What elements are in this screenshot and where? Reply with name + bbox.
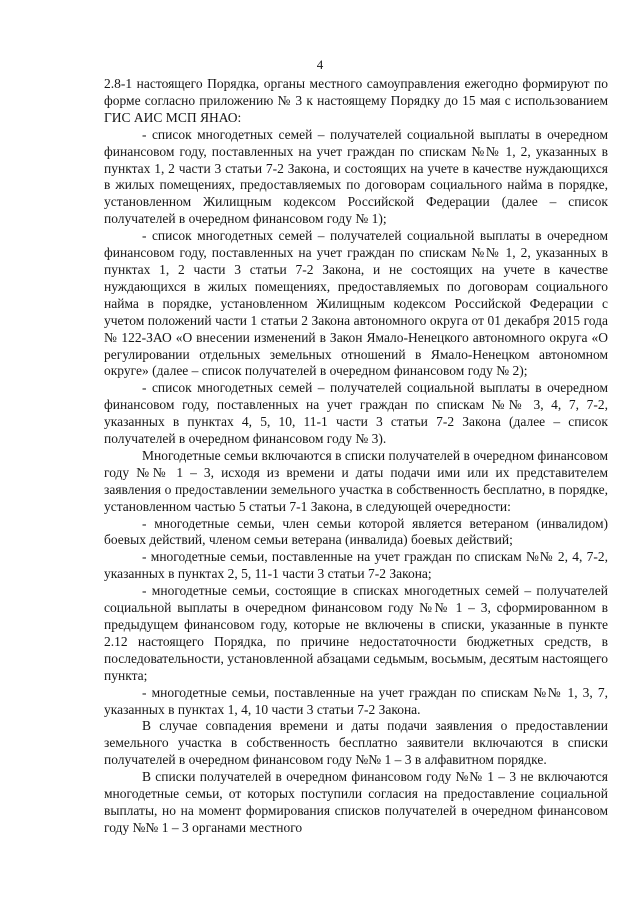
paragraph-alphabetical: В случае совпадения времени и даты подачи заявления о предоставлении земельного участка в собственность бесплатно заявители включаются в списки получателей в очередном финансовом году №№ 1 – 3 в алфавитном порядке.: [104, 718, 608, 768]
paragraph-list-item-1: - список многодетных семей – получателей социальной выплаты в очередном финансовом году, поставленных на учет граждан по спискам №№ 1, 2, указанных в пунктах 1, 2 части 3 статьи 7-2 Закона, и состоящих на учете в качестве нуждающихся в жилых помещениях, предоставляемых по договорам социального найма в порядке, установленном Жилищным кодексом Российской Федерации (далее – список получателей в очередном финансовом году № 1);: [104, 126, 608, 227]
paragraph-exclusion: В списки получателей в очередном финансовом году №№ 1 – 3 не включаются многодетные семьи, от которых поступили согласия на предоставление социальной выплаты, но на момент формирования списков получателей в очередном финансовом году №№ 1 – 3 органами местного: [104, 769, 608, 835]
paragraph-priority-4: - многодетные семьи, поставленные на учет граждан по спискам №№ 1, 3, 7, указанных в пунктах 1, 4, 10 части 3 статьи 7-2 Закона.: [104, 684, 608, 717]
paragraph-priority-3: - многодетные семьи, состоящие в списках многодетных семей – получателей социальной выплаты в очередном финансовом году №№ 1 – 3, сформированном в предыдущем финансовом году, которые не включены в списки, указанные в пункте 2.12 настоящего Порядка, по причине недостаточности бюджетных средств, в последовательности, установленной абзацами седьмым, восьмым, десятым настоящего пункта;: [104, 583, 608, 683]
paragraph-list-item-3: - список многодетных семей – получателей социальной выплаты в очередном финансовом году, поставленных на учет граждан по спискам №№ 3, 4, 7, 7-2, указанных в пунктах 4, 5, 10, 11-1 части 3 статьи 7-2 Закона (далее – список получателей в очередном финансовом году № 3).: [104, 380, 608, 447]
document-body: [104, 76, 608, 837]
paragraph-list-item-2: - список многодетных семей – получателей социальной выплаты в очередном финансовом году, поставленных на учет граждан по спискам №№ 1, 2, указанных в пунктах 1, 2 части 3 статьи 7-2 Закона, и не состоящих на учете в качестве нуждающихся в жилых помещениях, предоставляемых по договорам социального найма в порядке, установленном Жилищным кодексом Российской Федерации с учетом положений части 1 статьи 2 Закона автономного округа от 01 декабря 2015 года № 122-ЗАО «О внесении изменений в Закон Ямало-Ненецкого автономного округа «О регулировании отдельных земельных отношений в Ямало-Ненецком автономном округе» (далее – список получателей в очередном финансовом году № 2);: [104, 228, 608, 379]
paragraph-priority-order: Многодетные семьи включаются в списки получателей в очередном финансовом году №№ 1 – 3, исходя из времени и даты подачи ими или их представителем заявления о предоставлении земельного участка в собственность бесплатно, в порядке, установленном частью 5 статьи 7-1 Закона, в следующей очередности:: [104, 447, 608, 514]
paragraph-intro: 2.8-1 настоящего Порядка, органы местного самоуправления ежегодно формируют по форме согласно приложению № 3 к настоящему Порядку до 15 мая с использованием ГИС АИС МСП ЯНАО:: [104, 76, 608, 125]
paragraph-priority-2: - многодетные семьи, поставленные на учет граждан по спискам №№ 2, 4, 7-2, указанных в пунктах 2, 5, 11-1 части 3 статьи 7-2 Закона;: [104, 549, 608, 582]
page-number: 4: [316, 57, 324, 72]
paragraph-priority-1: - многодетные семьи, член семьи которой является ветераном (инвалидом) боевых действий, членом семьи ветерана (инвалида) боевых действий;: [104, 515, 608, 548]
